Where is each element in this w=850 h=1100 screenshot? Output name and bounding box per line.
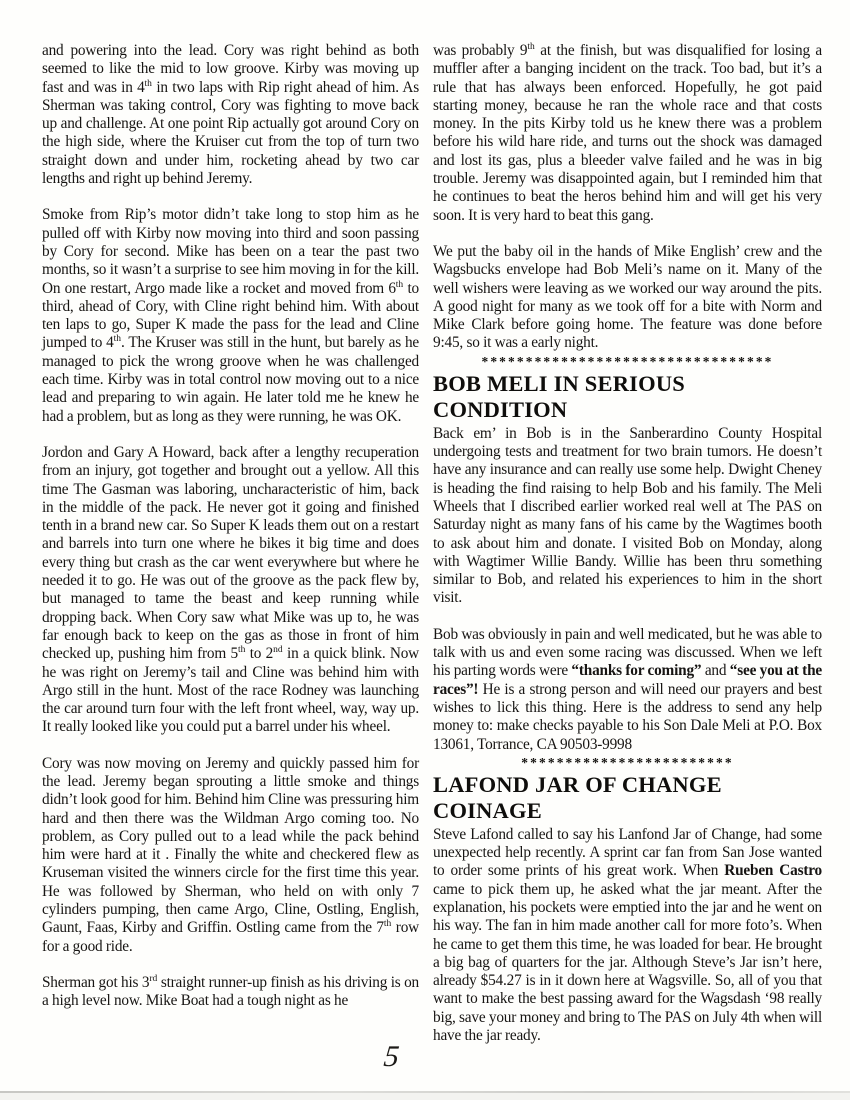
paragraph: was probably 9th at the finish, but was disqualified for losing a muffler after a banging incident on the track. Too bad, but it’s a rule that has always been enforced. Hopefully, he got paid starting money, because he ran the whole race and that costs money. In the pits Kirby told us he knew there was a problem before his wild hare ride, and turns out the shock was damaged and lost its gas, plus a bleeder valve failed and he was in big trouble. Jeremy was disappointed again, but I reminded him that he continues to beat the heros behind him and will get his very soon. It is very hard to beat this gang. bbox=[433, 41, 823, 224]
page-number: 5 bbox=[382, 1040, 401, 1073]
paragraph: Bob was obviously in pain and well medicated, but he was able to talk with us and even some racing was discussed. When we left his parting words were “thanks for coming” and “see you at the races”! He is a strong person and will need our prayers and best wishes to lick this thing. Here is the address to send any help money to: make checks payable to his Son Dale Meli at P.O. Box 13061, Torrance, CA 90503-9998 bbox=[433, 625, 822, 753]
right-column bbox=[433, 42, 822, 1063]
paragraph: Steve Lafond called to say his Lanfond Jar of Change, had some unexpected help recently. A sprint car fan from San Jose wanted to order some prints of his great work. When Rueben Castro came to pick them up, he asked what the jar meant. After the explanation, his pockets were emptied into the jar and he went on his way. The fan in him made another call for more foto’s. When he came to get them this time, he was loaded for bear. He brought a big bag of quarters for the jar. Although Steve’s Jar isn’t here, already $54.27 is in it down here at Wagsville. So, all of you that want to make the best passing award for the Wagsdash ‘98 really big, save your money and bring to The PAS on July 4th when will have the jar ready. bbox=[433, 825, 822, 1045]
paragraph: Back em’ in Bob is in the Sanberardino County Hospital undergoing tests and treatment for two brain tumors. He doesn’t have any insurance and can really use some help. Dwight Cheney is heading the find raising to help Bob and his family. The Meli Wheels that I discribed earlier worked real well at The PAS on Saturday night as many fans of his came by the Wagtimes booth to ask about him and donate. I visited Bob on Monday, along with Wagtimer Willie Bandy. Willie has been thru something similar to Bob, and related his experiences to him in the short visit. bbox=[433, 424, 822, 607]
paragraph: Sherman got his 3rd straight runner-up finish as his driving is on a high level now. Mike Boat had a tough night as he bbox=[42, 973, 419, 1010]
paragraph: Jordon and Gary A Howard, back after a lengthy recuperation from an injury, got together and brought out a yellow. All this time The Gasman was laboring, uncharacteristic of him, back in the middle of the pack. He never got it going and finished tenth in a brand new car. So Super K leads them out on a restart and barrels into turn one where he bikes it big time and does every thing but crash as the car went everywhere but where he needed it to go. He was out of the groove as the pack flew by, but managed to tame the beast and keep running while dropping back. When Cory saw what Mike was up to, he was far enough back to keep on the gas as those in front of him checked up, pushing him from 5th to 2nd in a quick blink. Now he was right on Jeremy’s tail and Cline was behind him with Argo still in the hunt. Most of the race Rodney was launching the car around turn four with the left front wheel, way, way up. It really looked like you could put a barrel under his wheel. bbox=[42, 443, 420, 736]
section-heading: BOB MELI IN SERIOUS CONDITION bbox=[433, 370, 691, 422]
left-column bbox=[42, 42, 419, 1063]
scan-foot-artifact bbox=[0, 1093, 850, 1100]
paragraph: and powering into the lead. Cory was right behind as both seemed to like the mid to low groove. Kirby was moving up fast and was in 4th in two laps with Rip right ahead of him. As Sherman was taking control, Cory was fighting to move back up and challenge. At one point Rip actually got around Cory on the high side, where the Kruiser cut from the top of turn two straight down and under him, rocketing ahead by two car lengths and right up behind Jeremy. bbox=[42, 42, 419, 188]
paragraph: We put the baby oil in the hands of Mike English’ crew and the Wagsbucks envelope had Bob Meli’s name on it. Many of the well wishers were leaving as we worked our way around the pits. A good night for many as we took off for a bite with Norm and Mike Clark before going home. The feature was done before 9:45, so it was a early night. bbox=[433, 242, 822, 352]
paragraph: Cory was now moving on Jeremy and quickly passed him for the lead. Jeremy began sprouting a little smoke and things didn’t look good for him. Behind him Cline was pressuring him hard and then there was the Wildman Argo coming too. No problem, as Cory pulled out to a lead while the pack behind him were hard at it . Finally the white and checkered flew as Kruseman visited the winners circle for the first time this year. He was followed by Sherman, who held on with only 7 cylinders pumping, then came Argo, Cline, Ostling, English, Gaunt, Faas, Kirby and Griffin. Ostling came from the 7th row for a good ride. bbox=[42, 754, 419, 955]
paragraph: Smoke from Rip’s motor didn’t take long to stop him as he pulled off with Kirby now moving into third and soon passing by Cory for second. Mike has been on a tear the past two months, so it wasn’t a surprise to see him moving in for the kill. On one restart, Argo made like a rocket and moved from 6th to third, ahead of Cory, with Cline right behind him. With about ten laps to go, Super K made the pass for the lead and Cline jumped to 4th. The Kruser was still in the hunt, but barely as he managed to pick the wrong groove when he was challenged each time. Kirby was in total control now moving out to a nice lead and preparing to win again. He later told me he knew he had a problem, but as long as they were running, he was OK. bbox=[42, 206, 419, 425]
asterisk-divider: ********************************* bbox=[481, 353, 774, 369]
asterisk-divider: ************************ bbox=[521, 754, 734, 770]
columns-container bbox=[42, 42, 822, 1063]
section-heading: LAFOND JAR OF CHANGE COINAGE bbox=[433, 771, 734, 823]
